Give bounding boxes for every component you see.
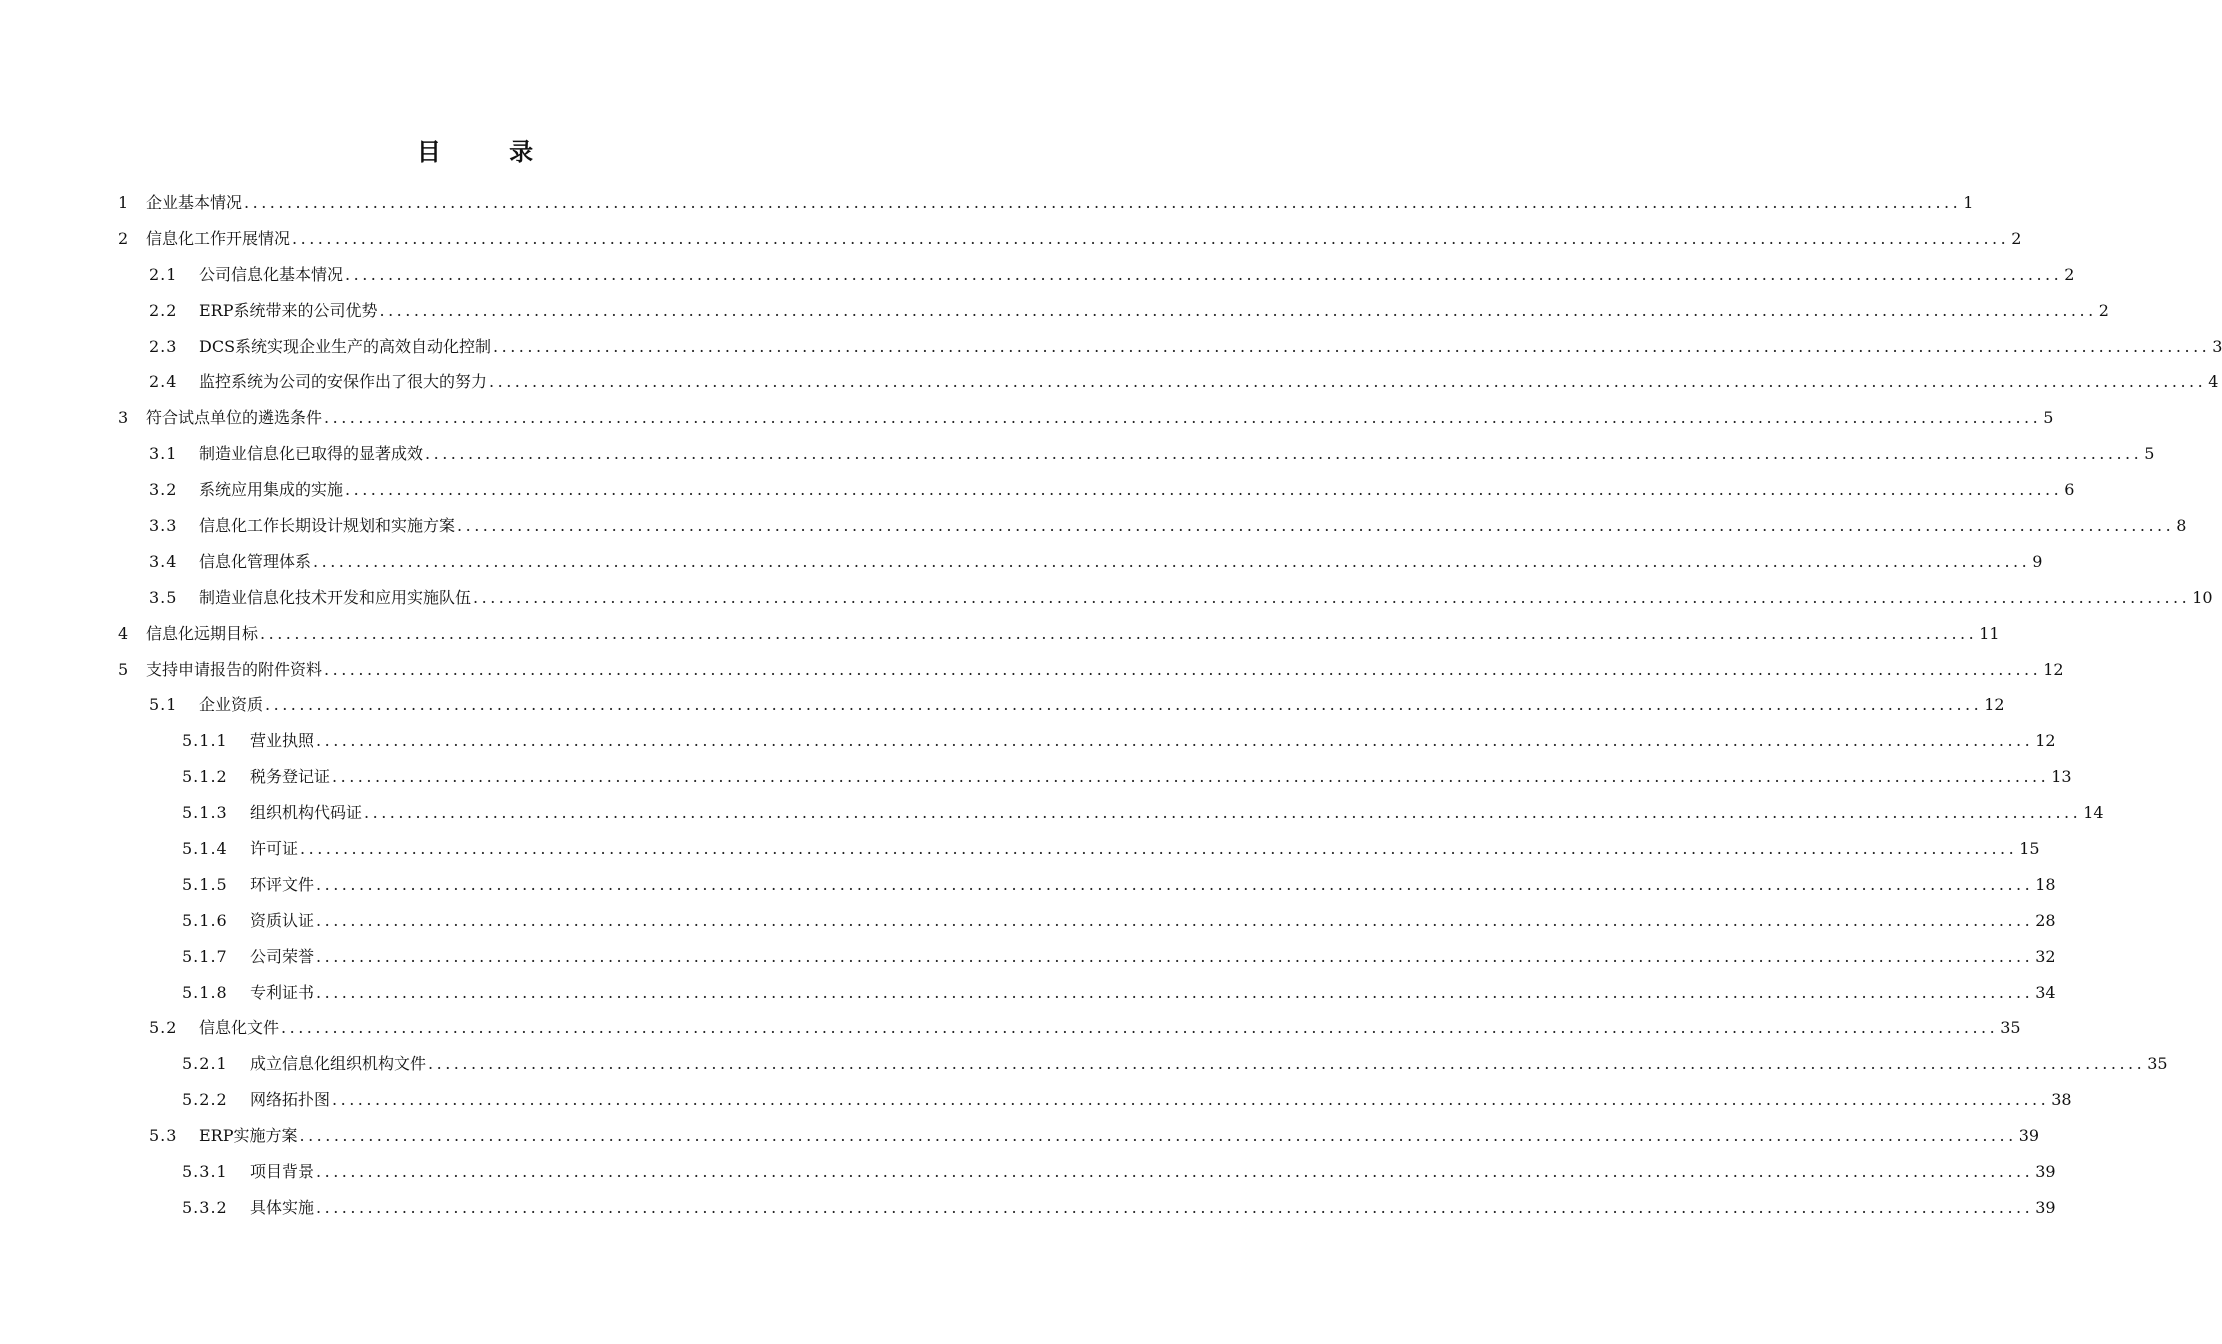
toc-entry-number: 3.4 <box>149 551 178 571</box>
toc-entry-text: 制造业信息化技术开发和应用实施队伍 <box>199 587 472 607</box>
toc-entry-number: 5.1.2 <box>182 767 228 787</box>
toc-entry-page-number: 5 <box>2043 408 2054 428</box>
toc-dot-leader: ........................................................................................................................................................................................................ <box>300 839 2018 859</box>
toc-entry-text: 资质认证 <box>250 910 315 930</box>
toc-entry-text: 企业资质 <box>199 695 264 715</box>
toc-entry-page-number: 2 <box>2064 264 2075 284</box>
toc-entry-page-number: 35 <box>2147 1054 2168 1074</box>
toc-entry[interactable] <box>118 687 2005 723</box>
toc-entry-number: 1 <box>118 193 130 212</box>
toc-dot-leader: ........................................................................................................................................................................................................ <box>457 516 2175 536</box>
toc-entry-number: 5.3.2 <box>182 1197 228 1217</box>
toc-entry-text: 支持申请报告的附件资料 <box>146 659 323 679</box>
toc-entry-page-number: 2 <box>2098 300 2109 320</box>
toc-entry[interactable] <box>118 723 2056 759</box>
toc-entry-number: 5.1.4 <box>182 839 228 859</box>
toc-entry-text: 成立信息化组织机构文件 <box>250 1054 427 1074</box>
toc-entry[interactable] <box>118 1082 2072 1118</box>
toc-entry-page-number: 12 <box>2035 731 2056 751</box>
toc-entry-page-number: 38 <box>2051 1090 2072 1110</box>
toc-entry-number: 5.2.2 <box>182 1090 228 1110</box>
toc-entry-page-number: 2 <box>2011 228 2022 248</box>
table-of-contents <box>118 185 2222 1226</box>
toc-entry-text: 企业基本情况 <box>146 193 243 212</box>
toc-entry-page-number: 35 <box>2000 1018 2021 1038</box>
toc-entry[interactable] <box>118 616 2000 652</box>
toc-dot-leader: ........................................................................................................................................................................................................ <box>299 1126 2017 1146</box>
toc-entry-text: ERP系统带来的公司优势 <box>199 300 378 320</box>
toc-entry-number: 3.5 <box>149 587 178 607</box>
toc-entry-number: 5 <box>118 659 130 679</box>
toc-entry[interactable] <box>118 1046 2168 1082</box>
toc-entry[interactable] <box>118 221 2022 257</box>
toc-dot-leader: ........................................................................................................................................................................................................ <box>425 444 2143 464</box>
toc-entry-text: 组织机构代码证 <box>250 803 363 823</box>
toc-entry[interactable] <box>118 759 2072 795</box>
toc-entry-text: 税务登记证 <box>250 767 331 787</box>
toc-dot-leader: ........................................................................................................................................................................................................ <box>313 551 2031 571</box>
toc-entry[interactable] <box>118 364 2219 400</box>
toc-entry-text: 信息化远期目标 <box>146 623 259 643</box>
toc-entry-number: 5.1.8 <box>182 982 228 1002</box>
toc-entry-text: 项目背景 <box>250 1162 315 1182</box>
toc-entry[interactable] <box>118 257 2075 293</box>
toc-entry-number: 5.2 <box>149 1018 178 1038</box>
toc-entry-text: 许可证 <box>250 839 299 859</box>
toc-entry-page-number: 39 <box>2035 1162 2056 1182</box>
toc-entry-number: 2.1 <box>149 264 178 284</box>
toc-entry-text: 公司信息化基本情况 <box>199 264 344 284</box>
toc-entry-text: 制造业信息化已取得的显著成效 <box>199 444 424 464</box>
toc-entry-number: 2.4 <box>149 372 178 392</box>
toc-dot-leader: ........................................................................................................................................................................................................ <box>281 1018 1999 1038</box>
toc-dot-leader: ........................................................................................................................................................................................................ <box>428 1054 2146 1074</box>
toc-entry-number: 5.1.3 <box>182 803 228 823</box>
toc-dot-leader: ........................................................................................................................................................................................................ <box>345 264 2063 284</box>
toc-entry-page-number: 4 <box>2208 372 2219 392</box>
toc-entry-page-number: 13 <box>2051 767 2072 787</box>
toc-entry-text: 符合试点单位的遴选条件 <box>146 408 323 428</box>
toc-entry[interactable] <box>118 185 1974 221</box>
toc-entry[interactable] <box>118 939 2056 975</box>
toc-entry-page-number: 12 <box>2043 659 2064 679</box>
toc-entry-text: 信息化文件 <box>199 1018 280 1038</box>
toc-entry[interactable] <box>118 1118 2040 1154</box>
toc-entry-text: ERP实施方案 <box>199 1126 298 1146</box>
toc-entry-text: 网络拓扑图 <box>250 1090 331 1110</box>
toc-dot-leader: ........................................................................................................................................................................................................ <box>489 372 2207 392</box>
toc-entry[interactable] <box>118 544 2043 580</box>
toc-entry-page-number: 6 <box>2064 480 2075 500</box>
toc-dot-leader: ........................................................................................................................................................................................................ <box>324 659 2042 679</box>
toc-dot-leader: ........................................................................................................................................................................................................ <box>292 228 2010 248</box>
toc-entry[interactable] <box>118 975 2056 1011</box>
toc-entry[interactable] <box>118 795 2104 831</box>
toc-entry-page-number: 1 <box>1963 193 1974 212</box>
toc-entry-page-number: 39 <box>2035 1197 2056 1217</box>
toc-entry[interactable] <box>118 1154 2056 1190</box>
toc-entry-page-number: 12 <box>1984 695 2005 715</box>
toc-entry-text: 具体实施 <box>250 1197 315 1217</box>
toc-dot-leader: ........................................................................................................................................................................................................ <box>316 946 2034 966</box>
toc-entry-page-number: 39 <box>2018 1126 2040 1146</box>
toc-entry-number: 3.1 <box>149 444 178 464</box>
toc-entry[interactable] <box>118 867 2056 903</box>
toc-dot-leader: ........................................................................................................................................................................................................ <box>332 1090 2050 1110</box>
toc-entry-page-number: 34 <box>2035 982 2056 1002</box>
toc-dot-leader: ........................................................................................................................................................................................................ <box>244 193 1962 212</box>
toc-dot-leader: ........................................................................................................................................................................................................ <box>316 1162 2034 1182</box>
toc-entry[interactable] <box>118 831 2040 867</box>
toc-entry[interactable] <box>118 1190 2056 1226</box>
toc-entry-number: 5.3.1 <box>182 1162 228 1182</box>
toc-entry[interactable] <box>118 436 2155 472</box>
toc-dot-leader: ........................................................................................................................................................................................................ <box>265 695 1983 715</box>
toc-dot-leader: ........................................................................................................................................................................................................ <box>493 336 2211 356</box>
toc-dot-leader: ........................................................................................................................................................................................................ <box>316 1197 2034 1217</box>
toc-dot-leader: ........................................................................................................................................................................................................ <box>316 910 2034 930</box>
toc-entry-number: 5.1.6 <box>182 910 228 930</box>
toc-entry-text: 信息化工作长期设计规划和实施方案 <box>199 516 456 536</box>
toc-dot-leader: ........................................................................................................................................................................................................ <box>324 408 2042 428</box>
toc-dot-leader: ........................................................................................................................................................................................................ <box>364 803 2082 823</box>
toc-entry-text: 监控系统为公司的安保作出了很大的努力 <box>199 372 488 392</box>
toc-entry[interactable] <box>118 652 2064 688</box>
toc-entry-text: 系统应用集成的实施 <box>199 480 344 500</box>
toc-entry-number: 5.2.1 <box>182 1054 228 1074</box>
toc-entry-number: 3.3 <box>149 516 178 536</box>
toc-entry[interactable] <box>118 293 2109 329</box>
toc-entry-text: 专利证书 <box>250 982 315 1002</box>
toc-entry-page-number: 5 <box>2144 444 2155 464</box>
toc-entry-text: 信息化工作开展情况 <box>146 228 291 248</box>
toc-entry-number: 2.2 <box>149 300 178 320</box>
toc-entry-number: 3.2 <box>149 480 178 500</box>
toc-dot-leader: ........................................................................................................................................................................................................ <box>316 982 2034 1002</box>
toc-entry[interactable] <box>118 1010 2021 1046</box>
toc-entry[interactable] <box>118 400 2054 436</box>
toc-entry-number: 5.3 <box>149 1126 178 1146</box>
toc-dot-leader: ........................................................................................................................................................................................................ <box>332 767 2050 787</box>
toc-dot-leader: ........................................................................................................................................................................................................ <box>260 623 1978 643</box>
toc-entry-text: 营业执照 <box>250 731 315 751</box>
toc-entry-number: 4 <box>118 623 130 643</box>
toc-entry-text: 环评文件 <box>250 874 315 894</box>
toc-entry[interactable] <box>118 580 2213 616</box>
toc-entry-text: 公司荣誉 <box>250 946 315 966</box>
toc-entry-page-number: 11 <box>1979 623 2000 643</box>
toc-entry[interactable] <box>118 508 2187 544</box>
toc-entry-page-number: 28 <box>2035 910 2056 930</box>
toc-entry-number: 5.1.1 <box>182 731 228 751</box>
toc-entry-number: 2.3 <box>149 336 178 356</box>
toc-title: 目 录 <box>416 137 564 166</box>
toc-entry-number: 3 <box>118 408 130 428</box>
toc-dot-leader: ........................................................................................................................................................................................................ <box>379 300 2097 320</box>
toc-dot-leader: ........................................................................................................................................................................................................ <box>316 874 2034 894</box>
toc-entry-page-number: 15 <box>2019 839 2040 859</box>
toc-entry-number: 2 <box>118 228 130 248</box>
toc-entry-page-number: 14 <box>2083 803 2104 823</box>
toc-dot-leader: ........................................................................................................................................................................................................ <box>345 480 2063 500</box>
toc-dot-leader: ........................................................................................................................................................................................................ <box>473 587 2191 607</box>
toc-entry-page-number: 8 <box>2176 516 2187 536</box>
toc-dot-leader: ........................................................................................................................................................................................................ <box>316 731 2034 751</box>
toc-entry-page-number: 10 <box>2192 587 2213 607</box>
toc-entry-page-number: 9 <box>2032 551 2043 571</box>
toc-entry-page-number: 3 <box>2212 336 2222 356</box>
toc-entry-number: 5.1.7 <box>182 946 228 966</box>
toc-entry-page-number: 18 <box>2035 874 2056 894</box>
toc-entry-number: 5.1.5 <box>182 874 228 894</box>
toc-entry-number: 5.1 <box>149 695 178 715</box>
toc-entry[interactable] <box>118 329 2222 365</box>
toc-entry-text: DCS系统实现企业生产的高效自动化控制 <box>199 336 492 356</box>
toc-entry[interactable] <box>118 903 2056 939</box>
toc-entry-page-number: 32 <box>2035 946 2056 966</box>
toc-entry-text: 信息化管理体系 <box>199 551 312 571</box>
toc-entry[interactable] <box>118 472 2075 508</box>
